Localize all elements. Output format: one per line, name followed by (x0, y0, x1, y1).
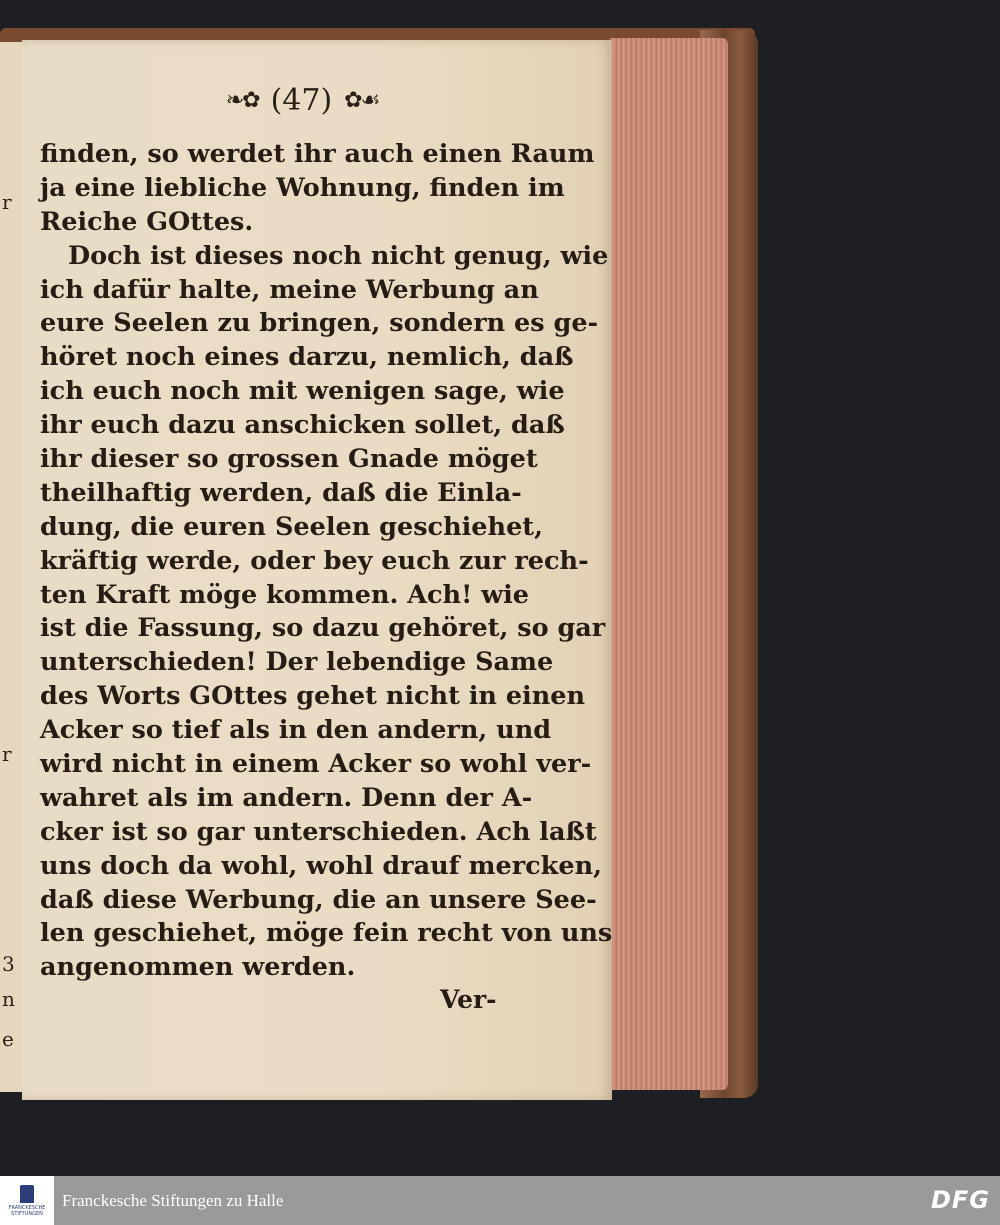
text-line: finden, so werdet ihr auch einen Raum (40, 139, 595, 169)
text-line: wahret als im andern. Denn der A- (40, 782, 533, 813)
page-fore-edge (610, 38, 728, 1090)
book-page (22, 40, 612, 1100)
left-fragment-char: r (2, 742, 12, 766)
text-line: daß diese Werbung, die an unsere See- (40, 884, 597, 915)
logo-caption: FRANCKESCHE STIFTUNGEN (8, 1204, 46, 1217)
text-line: ich dafür halte, meine Werbung an (40, 274, 539, 305)
text-line: ist die Fassung, so dazu gehöret, so gar (40, 613, 606, 644)
tower-icon (20, 1185, 34, 1203)
text-line: unterschieden! Der lebendige Same (40, 647, 554, 678)
text-line: cker ist so gar unterschieden. Ach laßt (40, 816, 597, 847)
text-line: dung, die euren Seelen geschiehet, (40, 511, 543, 542)
page-header (172, 80, 432, 120)
left-fragment-char: n (2, 987, 15, 1011)
page-text (40, 138, 613, 985)
dfg-logo[interactable]: DFG (930, 1186, 990, 1214)
text-line: Doch ist dieses noch nicht genug, wie (68, 240, 609, 271)
text-line: kräftig werde, oder bey euch zur rech- (40, 545, 589, 576)
text-line: ja eine liebliche Wohnung, finden im (40, 172, 565, 203)
text-line: uns doch da wohl, wohl drauf mercken, (40, 850, 602, 881)
catchword: Ver- (440, 985, 497, 1014)
left-fragment-char: 3 (2, 952, 15, 976)
text-line: angenommen werden. (40, 952, 356, 983)
text-line: ihr dieser so grossen Gnade möget (40, 444, 538, 475)
text-line: wird nicht in einem Acker so wohl ver- (40, 749, 592, 780)
text-line: des Worts GOttes gehet nicht in einen (40, 681, 586, 712)
left-page-fragment (0, 42, 24, 1092)
page-number: (47) (270, 82, 333, 118)
ornament-left-icon: ❧✿ (225, 87, 259, 113)
text-line: theilhaftig werden, daß die Einla- (40, 477, 522, 508)
left-fragment-char: e (2, 1027, 14, 1051)
text-line: eure Seelen zu bringen, sondern es ge- (40, 308, 599, 339)
ornament-right-icon: ✿☙ (344, 87, 379, 113)
left-fragment-char: r (2, 190, 12, 214)
text-line: len geschiehet, möge fein recht von uns (40, 918, 613, 949)
institution-logo[interactable] (0, 1176, 54, 1225)
text-line: ihr euch dazu anschicken sollet, daß (40, 410, 565, 441)
footer-bar (0, 1176, 1000, 1225)
text-line: Acker so tief als in den andern, und (40, 715, 552, 746)
institution-name[interactable]: Franckesche Stiftungen zu Halle (62, 1190, 284, 1210)
text-line: Reiche GOttes. (40, 206, 254, 237)
text-line: ich euch noch mit wenigen sage, wie (40, 376, 565, 407)
text-line: höret noch eines darzu, nemlich, daß (40, 342, 574, 373)
text-line: ten Kraft möge kommen. Ach! wie (40, 579, 530, 610)
